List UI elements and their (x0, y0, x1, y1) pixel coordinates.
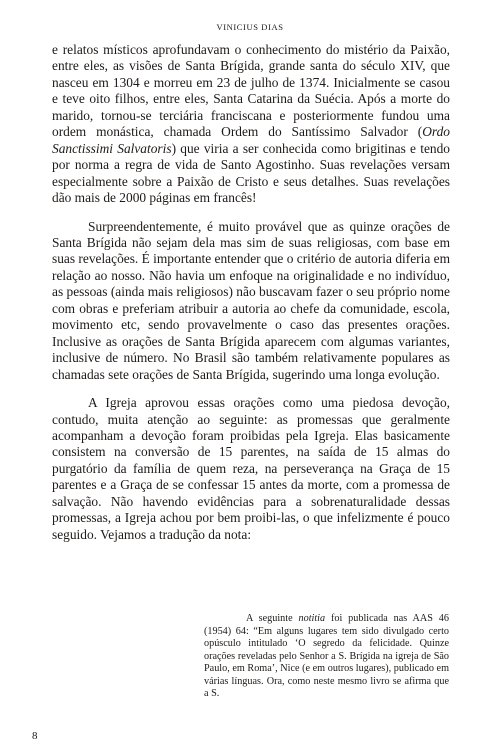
quote-italic-word: notitia (298, 613, 326, 624)
page-number: 8 (32, 730, 38, 742)
main-text (52, 42, 450, 543)
paragraph-1-text-a: e relatos místicos aprofundavam o conhecimento do mistério da Paixão, entre eles, as visões de Santa Brígida, grande santa do século XIV, que nasceu em 1304 e morreu em 23 de julho de 1374. Inicialmente se casou e teve oito filhos, entre eles, Santa Catarina da Suécia. Após a morte do marido, tornou-se terciária franciscana e posteriormente fundou uma ordem monástica, chamada Ordem do Santíssimo Salvador ( (52, 42, 450, 140)
quote-text-a: A seguinte (246, 613, 299, 624)
quote-text-b: foi publicada nas AAS 46 (1954) 64: “Em alguns lugares tem sido divulgado certo opúsculo intitulado ‘O segredo da felicidade. Quinze orações reveladas pelo Senhor a S. Brígida na igreja de São Paulo, em Roma’, Nice (e em outros lugares), publicado em várias línguas. Ora, como neste mesmo livro se afirma que a S. (204, 613, 449, 700)
block-quote (204, 613, 449, 701)
paragraph-2: Surpreendentemente, é muito provável que as quinze orações de Santa Brígida não sejam dela mas sim de suas religiosas, com base em suas revelações. É importante entender que o critério de autoria diferia em relação ao nosso. Não havia um enfoque na originalidade e no indivíduo, as pessoas (ainda mais religiosos) não buscavam fazer o seu próprio nome com obras e preferiam atribuir a autoria ao chefe da comunidade, escola, movimento etc, sendo provavelmente o caso das presentes orações. Inclusive as orações de Santa Brígida aparecem com algumas variantes, inclusive de número. No Brasil são também relativamente populares as chamadas sete orações de Santa Brígida, sugerindo uma longa evolução. (52, 218, 450, 382)
quote-paragraph (204, 613, 449, 701)
paragraph-3: A Igreja aprovou essas orações como uma piedosa devoção, contudo, muita atenção ao seguinte: as promessas que geralmente acompanham a devoção foram proibidas pela Igreja. Elas basicamente consistem na conversão de 15 parentes, na saída de 15 almas do purgatório da família de quem reza, na perseverança na Graça de 15 parentes e a Graça de se confessar 15 antes da morte, com a promessa de salvação. Não havendo evidências para a sobrenaturalidade dessas promessas, a Igreja achou por bem proibi-las, o que infelizmente é pouco seguido. Vejamos a tradução da nota: (52, 395, 450, 542)
paragraph-1 (52, 42, 450, 207)
paragraph-1-latin-name: Ordo Sanctissimi Salvatoris (52, 124, 450, 156)
paragraph-1-text-b: ) que viria a ser conhecida como brigitinas e tendo por norma a regra de vida de Santo Agostinho. Suas revelações versam especialmente sobre a Paixão de Cristo e seus detalhes. Suas revelações dão mais de 2000 páginas em francês! (52, 140, 450, 206)
running-header: VINICIUS DIAS (216, 22, 284, 32)
